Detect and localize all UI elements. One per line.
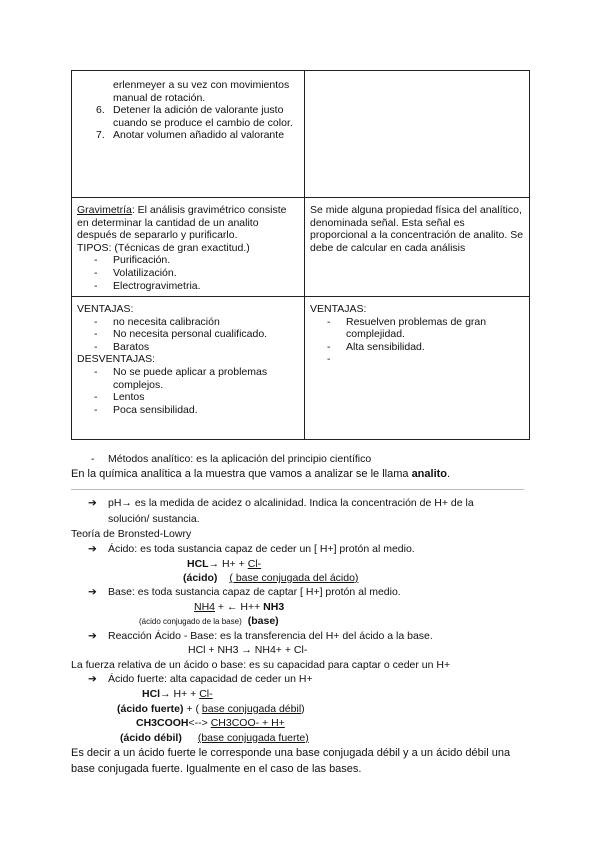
ph-item — [88, 497, 474, 525]
cell-gravimetria — [72, 198, 305, 297]
step-item: 6. Detener la adición de valorante justo cuando se produce el cambio de color. — [96, 104, 293, 129]
equation-reaction: HCl + NH3 → NH4+ + Cl- — [188, 644, 308, 656]
cell-empty — [305, 71, 530, 198]
table-row-1 — [72, 71, 530, 198]
list-item: - Lentos — [77, 391, 299, 404]
table-row-3 — [72, 297, 530, 440]
equation-acetic-labels: (ácido débil) (base conjugada fuerte) — [120, 732, 309, 744]
list-item: - Baratos — [77, 341, 299, 354]
reaccion-item — [88, 630, 433, 643]
arrow-icon: ➔ — [88, 673, 97, 685]
cell-right-pros — [305, 297, 530, 440]
base-item — [88, 586, 401, 599]
cell-signal-methods — [305, 198, 530, 297]
list-item: - Poca sensibilidad. — [77, 404, 299, 417]
dash-bullet: - — [91, 453, 95, 465]
ph-line-1: pH→ es la medida de acidez o alcalinidad. Indica la concentración de H+ de la — [108, 497, 474, 509]
equation-hcl-strong: HCl→ H+ + Cl- — [142, 688, 213, 700]
equation-hcl-labels: (ácido) ( base conjugada del ácido) — [183, 572, 359, 584]
fuerte-definition: Ácido fuerte: alta capacidad de ceder un H+ — [108, 673, 313, 685]
acido-item — [88, 543, 415, 556]
closing-line-1: Es decir a un ácido fuerte le corresponde una base conjugada débil y a un ácido débil una — [71, 747, 511, 759]
bronsted-title: Teoría de Bronsted-Lowry — [71, 528, 192, 540]
equation-acetic: CH3COOH<--> CH3COO- + H+ — [136, 717, 285, 729]
list-item: - Alta sensibilidad. — [310, 341, 524, 354]
cell-volumetric-steps — [72, 71, 305, 198]
section-divider — [71, 489, 524, 490]
closing-line-2: base conjugada fuerte. Igualmente en el caso de las bases. — [71, 763, 362, 775]
ph-line-2: solución/ sustancia. — [108, 512, 200, 525]
step-item: 7. Anotar volumen añadido al valorante — [96, 129, 285, 142]
tipos-label: TIPOS: (Técnicas de gran exactitud.) — [77, 241, 250, 254]
acido-definition: Ácido: es toda sustancia capaz de ceder un [ H+] protón al medio. — [108, 543, 415, 555]
gravimetria-title: Gravimetría — [77, 204, 132, 216]
signal-text: Se mide alguna propiedad física del analítico, denominada señal. Esta señal es proporcional a la concentración de analito. Se debe de calcular en cada análisis — [310, 204, 524, 254]
desventajas-list — [77, 366, 299, 416]
arrow-icon: ➔ — [88, 586, 97, 598]
equation-hcl-strong-labels: (ácido fuerte) + ( base conjugada débil) — [117, 703, 305, 715]
list-item: - No necesita personal cualificado. — [77, 328, 299, 341]
ventajas-label: VENTAJAS: — [310, 303, 367, 315]
cell-left-pros-cons — [72, 297, 305, 440]
fuerte-item — [88, 673, 313, 686]
list-item: - Volatilización. — [77, 267, 299, 280]
list-item: - no necesita calibración — [77, 316, 299, 329]
arrow-icon: ➔ — [88, 497, 97, 509]
ventajas-label: VENTAJAS: — [77, 303, 134, 315]
list-item: - No se puede aplicar a problemas complejos. — [77, 366, 299, 391]
list-item: - Electrogravimetria. — [77, 280, 299, 293]
arrow-icon: ➔ — [88, 543, 97, 555]
equation-hcl: HCL→ H+ + Cl- — [187, 558, 262, 570]
equation-nh4-labels: (ácido conjugado de la base) (base) — [139, 615, 279, 627]
desventajas-label: DESVENTAJAS: — [77, 353, 155, 366]
base-definition: Base: es toda sustancia capaz de captar [ H+] protón al medio. — [108, 586, 401, 598]
ventajas-list — [310, 316, 524, 366]
arrow-icon: ➔ — [88, 630, 97, 642]
table-row-2 — [72, 198, 530, 297]
gravimetria-text: Gravimetría: El análisis gravimétrico consiste en determinar la cantidad de un analito después de separarlo y purificarlo. — [77, 204, 287, 242]
ventajas-list — [77, 316, 299, 354]
step-item: erlenmeyer a su vez con movimientos manual de rotación. — [113, 79, 290, 104]
reaccion-definition: Reacción Ácido - Base: es la transferencia del H+ del ácido a la base. — [108, 630, 433, 642]
analito-line: En la química analítica a la muestra que vamos a analizar se le llama analito. — [71, 468, 451, 480]
list-item: - Resuelven problemas de gran complejidad. — [310, 316, 524, 341]
equation-nh4: NH4 + ← H++ NH3 — [194, 601, 285, 613]
steps-list — [77, 79, 299, 142]
metodos-line: Métodos analítico: es la aplicación del principio científico — [108, 453, 372, 465]
tipos-list — [77, 254, 299, 292]
list-item — [310, 353, 524, 366]
methods-table — [71, 70, 530, 440]
fuerza-line: La fuerza relativa de un ácido o base: es su capacidad para captar o ceder un H+ — [71, 659, 451, 671]
list-item: - Purificación. — [77, 254, 299, 267]
